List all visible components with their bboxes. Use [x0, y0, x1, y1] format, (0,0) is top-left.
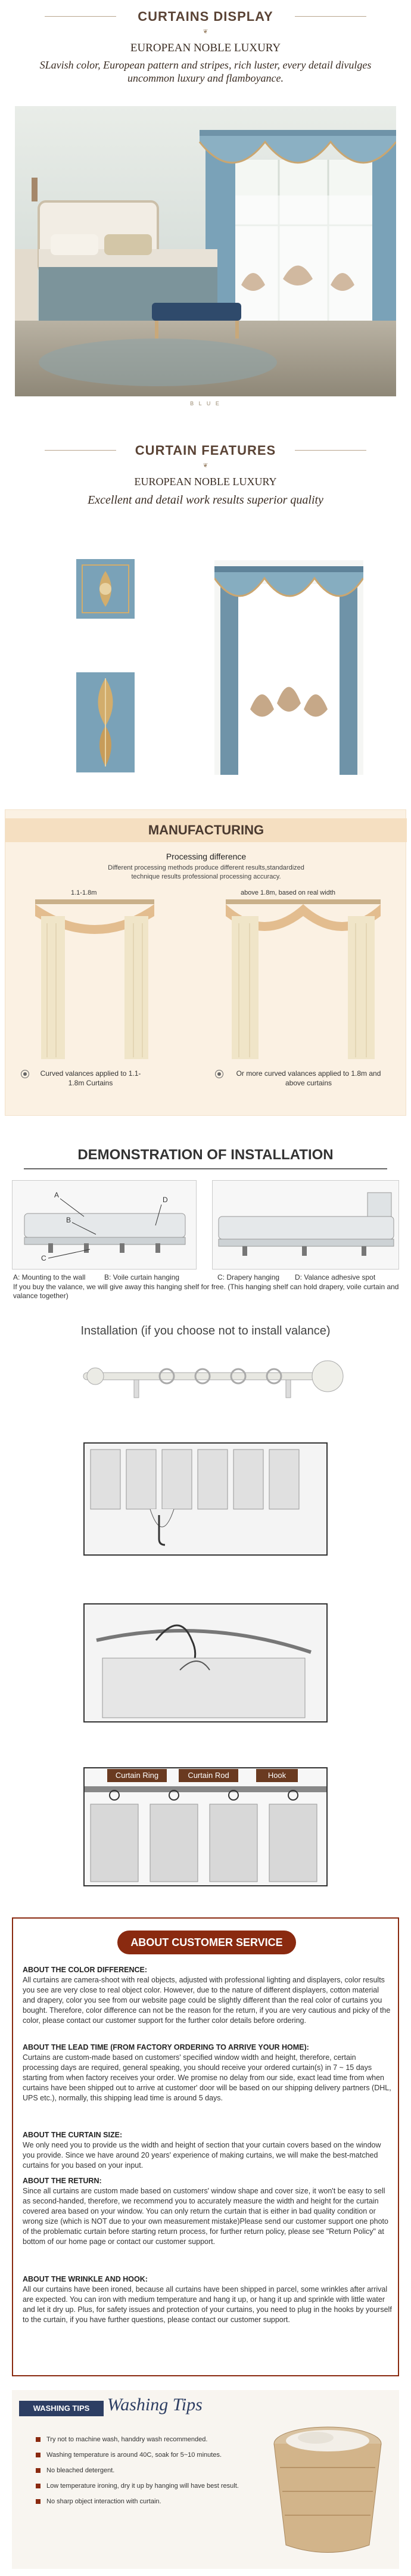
diagram-letter-d: D [163, 1196, 168, 1204]
diagram-letter-a: A [54, 1191, 60, 1199]
curtain-rod-image [77, 1350, 351, 1404]
hook-step-2 [83, 1603, 328, 1722]
section-heading: ABOUT THE RETURN: [23, 2177, 102, 2185]
manufacturing-title: MANUFACTURING [5, 818, 407, 842]
washing-list [36, 2432, 244, 2509]
section-body: Curtains are custom-made based on customers' specified window width and height, therefore, certain processing days are required, general speaking, you should receive your ordered curtain(s) in 7 ~ 15 days starting from when factory receives your order. We promise no delay from our side, exact lead time from when curtains have been shipped out to arrive at customer' door will be based on our shipping delivery partners (DHL, UPS etc.), normally, this shipping lead time is around 5 days. [23, 2053, 391, 2102]
curtain-diagram-left [35, 899, 154, 1060]
curtain-product-image [214, 560, 363, 775]
right-size-label: above 1.8m, based on real width [241, 889, 335, 896]
divider [24, 1168, 387, 1169]
process-description: Different processing methods produce different results,standardized technique results professional processing accuracy. [108, 864, 304, 880]
section-heading: ABOUT THE COLOR DIFFERENCE: [23, 1966, 148, 1974]
service-size-section [23, 2130, 392, 2171]
left-size-label: 1.1-1.8m [71, 889, 97, 896]
track-diagram-2 [212, 1180, 399, 1270]
rod-heading: Installation (if you choose not to install valance) [80, 1324, 331, 1337]
tag-hook: Hook [256, 1769, 298, 1782]
diagram-letter-b: B [66, 1216, 71, 1224]
install-label-b: B: Voile curtain hanging [104, 1273, 180, 1281]
display-tagline: SLavish color, European pattern and stripes, rich luster, every detail divulges uncommon luxury and flamboyance. [39, 59, 372, 84]
list-item: Washing temperature is around 40C, soak for 5~10 minutes. [36, 2447, 244, 2463]
service-color-section [23, 1965, 392, 2026]
list-item: No bleached detergent. [36, 2463, 244, 2478]
tag-curtain-rod: Curtain Rod [179, 1769, 238, 1782]
section-body: All our curtains have been ironed, because all curtains have been shipped in parcel, some wrinkles after arrival are expected. You can iron with medium temperature and hang it up, or hang it up and sprinkle with little water and let it dry up. Plus, for safety issues and protection of your curtains, you need to plug in the hooks by yourself to the curtain, if you have further questions, please contact our customer support. [23, 2285, 392, 2324]
install-label-d: D: Valance adhesive spot [295, 1273, 376, 1281]
section-body: We only need you to provide us the width and height of section that your curtain covers based on the window you provide. Since we have around 20 years' experience of making curtains, we will make the best-matched curtains for you based on your input. [23, 2141, 381, 2170]
section-body: All curtains are camera-shoot with real objects, adjusted with professional lighting and displayers, color results you see are very close to real object color. However, due to the nature of different displayers, cotton material and drapery, color you see from our website page could be slightly different than the real color of curtains you bought. Therefore, color difference can not be the reason for the return, if you are very cautious and picky of the color, please contact our customer support for the further color details before ordering. [23, 1976, 391, 2025]
section-body: Since all curtains are custom made based on customers' window shape and cover size, it won't be easy to sell as second-handed, therefore, we recommend you to accurately measure the width and height for the curtain covered area based on your window. You can only return the curtain that is either in bad quality condition or wrong size (which is NOT due to your own measurement mistake)Please send our customer support one photo of the problematic curtain before starting return process, for further return policy, please see "Return Policy" at bottom of our home page or contact our customer support. [23, 2187, 388, 2246]
tag-curtain-ring: Curtain Ring [107, 1769, 167, 1782]
ornament-icon: ❦ [203, 29, 208, 35]
features-tagline: Excellent and detail work results superior quality [88, 494, 323, 507]
install-label-a: A: Mounting to the wall [13, 1273, 86, 1281]
track-diagram-1 [12, 1180, 197, 1270]
installation-title: DEMONSTRATION OF INSTALLATION [77, 1147, 334, 1163]
diagram-letter-c: C [41, 1254, 46, 1262]
hero-caption: B L U E [190, 401, 221, 406]
left-radio-icon [21, 1070, 29, 1078]
basket-image [268, 2408, 387, 2557]
ornament-icon: ❦ [203, 463, 208, 469]
list-item: Try not to machine wash, handdry wash recommended. [36, 2432, 244, 2447]
right-caption: Or more curved valances applied to 1.8m and above curtains [236, 1069, 381, 1087]
fabric-swatch-2 [76, 672, 135, 772]
right-radio-icon [215, 1070, 223, 1078]
service-leadtime-section [23, 2043, 392, 2103]
left-caption: Curved valances applied to 1.1-1.8m Curtains [40, 1069, 141, 1087]
washing-tag: WASHING TIPS [19, 2401, 104, 2416]
features-title: CURTAIN FEATURES [122, 440, 289, 461]
service-title: ABOUT CUSTOMER SERVICE [117, 1931, 296, 1954]
hook-step-3 [83, 1767, 328, 1886]
section-heading: ABOUT THE LEAD TIME (FROM FACTORY ORDERING TO ARRIVE YOUR HOME): [23, 2043, 309, 2052]
install-label-c: C: Drapery hanging [217, 1273, 280, 1281]
service-return-section [23, 2176, 392, 2247]
washing-script-title: Washing Tips [107, 2395, 203, 2414]
install-note: If you buy the valance, we will give away this hanging shelf for free. (This hanging shelf can hold drapery, voile curtain and valance together) [13, 1283, 399, 1300]
washing-tips-panel [12, 2390, 399, 2569]
hero-bedroom-image [15, 106, 396, 396]
fabric-swatch-1 [76, 559, 135, 619]
section-heading: ABOUT THE CURTAIN SIZE: [23, 2131, 123, 2139]
list-item: Low temperature ironing, dry it up by hanging will have best result. [36, 2478, 244, 2494]
service-wrinkle-section [23, 2274, 392, 2325]
customer-service-box [12, 1917, 399, 2376]
section-heading: ABOUT THE WRINKLE AND HOOK: [23, 2275, 148, 2283]
display-title: CURTAINS DISPLAY [122, 6, 289, 27]
manufacturing-panel [5, 809, 406, 1116]
features-subtitle: EUROPEAN NOBLE LUXURY [134, 476, 277, 488]
hook-step-1 [83, 1442, 328, 1556]
list-item: No sharp object interaction with curtain. [36, 2494, 244, 2509]
process-heading: Processing difference [166, 852, 247, 861]
curtain-diagram-right [226, 899, 381, 1060]
display-subtitle: EUROPEAN NOBLE LUXURY [130, 42, 281, 54]
